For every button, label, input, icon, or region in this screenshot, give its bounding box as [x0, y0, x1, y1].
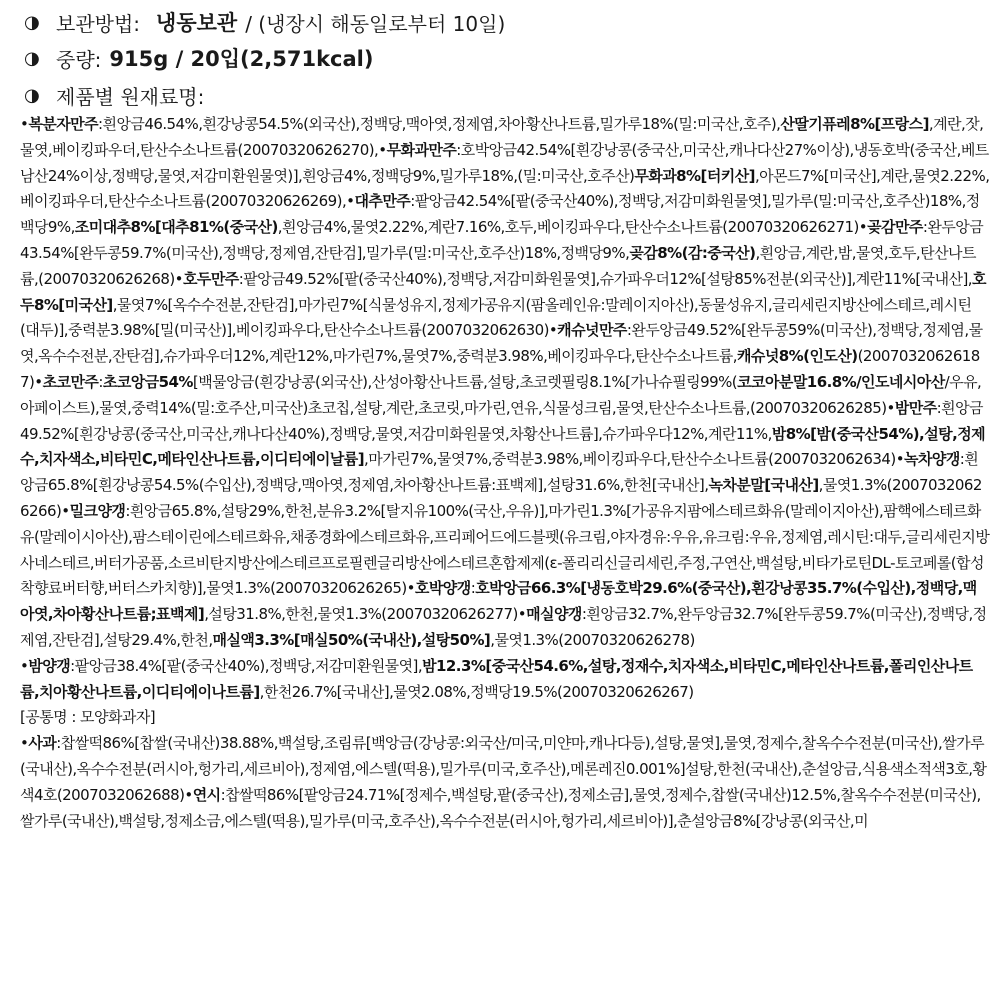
weight-label: 중량:: [56, 47, 102, 72]
storage-note: / (냉장시 해동일로부터 10일): [245, 11, 506, 36]
ingredients-text-2: •사과:찹쌀떡86%[찹쌀(국내산)38.88%,백설탕,조림류[백앙금(강낭콩:외국산/미국,미얀마,캐나다등),설탕,물엿],물엿,정제수,찰옥수수전분(미국산),쌀가루(국내산),옥수수전분(러시아,헝가리,세르비아),정제염,에스텔(떡용),밀가루(미국,호주산),메론레진0.001%]설탕,한천(국내산),춘설앙금,식용색소적색3호,황색4호(2007032062688)•연시:찹쌀떡86%[팥앙금24.71%[정제수,백설탕,팥(중국산),정제소금],물엿,정제수,찹쌀(국내산)12.5%,찰옥수수전분(미국산),쌀가루(국내산),백설탕,정제소금,에스텔(떡용),밀가루(미국,호주산),옥수수전분(러시아,헝가리,세르비아)],춘설앙금8%[강낭콩(외국산,미: [20, 734, 987, 830]
half-circle-icon: ◑: [24, 11, 40, 33]
weight-line: [24, 42, 373, 74]
half-circle-icon: ◑: [24, 84, 40, 106]
storage-value: 냉동보관: [156, 11, 238, 35]
common-name: [공통명 : 모양화과자]: [20, 708, 156, 727]
storage-label: 보관방법:: [56, 11, 141, 36]
ingredients-text: •복분자만주:흰앙금46.54%,흰강낭콩54.5%(외국산),정백당,맥아엿,정제염,차아황산나트륨,밀가루18%(밀:미국산,호주),산딸기퓨레8%[프랑스],계란,잣,물엿,베이킹파우더,탄산수소나트륨(20070320626270),•무화과만주:호박앙금42.54%[흰강낭콩(중국산,미국산,캐나다산27%이상),냉동호박(중국산,베트남산24%이상,정백당,물엿,저감미환원물엿)],흰앙금4%,정백당9%,밀가루18%,(밀:미국산,호주산)무화과8%[터키산],아몬드7%[미국산],계란,물엿2.22%,베이킹파우더,탄산수소나트륨(20070320626269),•대추만주:팥앙금42.54%[팥(중국산40%),정백당,저감미화원물엿],밀가루(밀:미국산,호주산)18%,정백당9%,조미대추8%[대추81%(중국산),흰앙금4%,물엿2.22%,계란7.16%,호두,베이킹파우다,탄산수소나트륨(20070320626271)•곶감만주:완두앙금43.54%[완두콩59.7%(미국산),정백당,정제염,잔탄검],밀가루(밀:미국산,호주산)18%,정백당9%,곶감8%(감:중국산),흰앙금,계란,밤,물엿,호두,탄산나트륨,(20070320626268)•호두만주:팥앙금49.52%[팥(중국산40%),정백당,저감미화원물엿],슈가파우더12%[설탕85%전분(외국산)],계란11%[국내산],호두8%[미국산],물엿7%[옥수수전분,잔탄검],마가린7%[식물성유지,정제가공유지(팜올레인유:말레이지아산),동물성유지,글리세린지방산에스테르,레시틴(대두)],중력분3.98%[밀(미국산)],베이킹파우다,탄산수소나트륨(2007032062630)•캐슈넛만주:완두앙금49.52%[완두콩59%(미국산),정백당,정제염,물엿,옥수수전분,잔탄검],슈가파우더12%,계란12%,마가린7%,물엿7%,중력분3.98%,베이킹파우다,탄산수소나트륨,캐슈넛8%(인도산)(20070320626187)•초코만주:초코앙금54%[백물앙금(흰강낭콩(외국산),산성아황산나트륨,설탕,초코렛필링8.1%[가나슈필링99%(코코아분말16.8%/인도네시아산/우유,아페이스트),물엿,중력14%(밀:호주산,미국산)초코칩,설탕,계란,초코릿,마가린,연유,식물성크림,물엿,탄산수소나트륨,(20070320626285)•밤만주:흰앙금49.52%[흰강낭콩(중국산,미국산,캐나다산40%),정백당,물엿,저감미화원물엿,차황산나트륨],슈가파우다12%,계란11%,밤8%[밤(중국산54%),설탕,정제수,치자색소,비타민C,메타인산나트륨,이디티에이날륨],마가린7%,물엿7%,중력분3.98%,베이킹파우다,탄산수소나트륨(2007032062634)•녹차양갱:흰앙금65.8%[흰강낭콩54.5%(수입산),정백당,맥아엿,정제염,차아황산나트륨:표백제],설탕31.6%,한천[국내산],녹차분말[국내산],물엿1.3%(20070320626266)•밀크양갱:흰앙금65.8%,설탕29%,한천,분유3.2%[탈지유100%(국산,우유)],마가린1.3%[가공유지팜에스테르화유(말레이지아산),팜핵에스테르화유(말레이시아산),팜스테이린에스테르화유,채종경화에스테르화유,프리페어드에드블펫(유크림,야자경유:우유,유크림:우유,정제염,레시틴:대두,글리세린지방사네스테르,버터가공품,소르비탄지방산에스테르프로필렌글리방산에스테르혼합제제(ε-폴리리신글리세린,주정,구연산,백설탕,비타가로틴DL-토코페롤(합성착향료버터향,버터스카치향)],물엿1.3%(20070320626265)•호박양갱:호박앙금66.3%[냉동호박29.6%(중국산),흰강낭콩35.7%(수입산),정백당,맥아엿,차아황산나트륨;표백제],설탕31.8%,한천,물엿1.3%(20070320626277)•매실양갱:흰앙금32.7%,완두앙금32.7%[완두콩59.7%(미국산),정백당,정제염,잔탄검],설탕29.4%,한천,매실액3.3%[매실50%(국내산),설탕50%],물엿1.3%(20070320626278) •밤양갱:팥앙금38.4%[팥(중국산40%),정백당,저감미환원물엿],밤12.3%[중국산54.6%,설탕,정재수,치자색소,비타민C,메타인산나트륨,폴리인산나트륨,치아황산나트륨,이디티에이나트륨],한천26.7%[국내산],물엿2.08%,정백당19.5%(20070320626267): [20, 115, 990, 701]
ingredients-body: [20, 112, 990, 834]
weight-value: 915g / 20입(2,571kcal): [109, 47, 374, 71]
ingredients-heading-line: [24, 79, 204, 111]
half-circle-icon: ◑: [24, 47, 40, 69]
storage-line: [24, 6, 505, 38]
ingredients-heading: 제품별 원재료명:: [56, 84, 205, 109]
